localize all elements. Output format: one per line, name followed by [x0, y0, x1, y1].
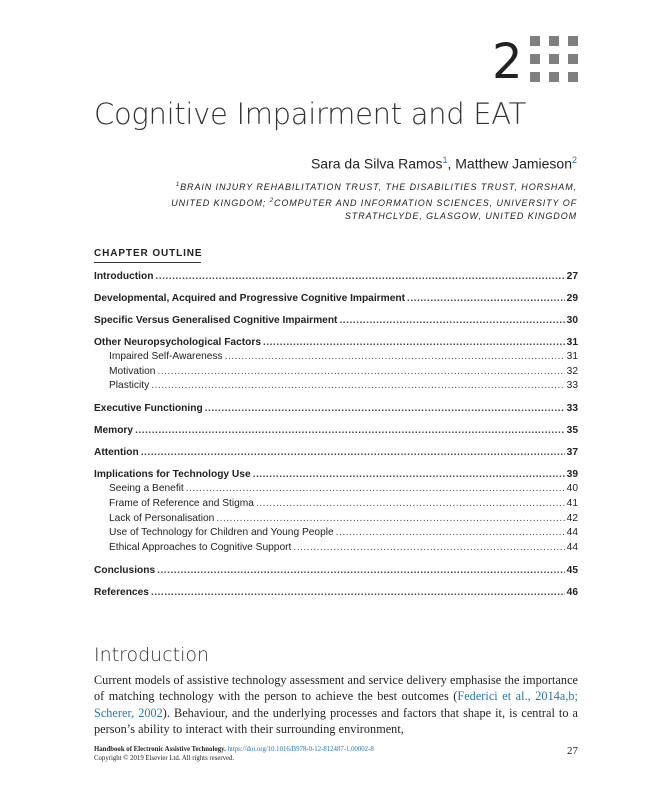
- toc-entry-label: Impaired Self-Awareness: [109, 351, 223, 362]
- author-name: Matthew Jamieson: [455, 155, 572, 172]
- toc-entry-page: 44: [566, 527, 578, 539]
- toc-entry-page: 45: [566, 564, 578, 576]
- toc-entry[interactable]: [94, 446, 578, 460]
- toc-entry-page: 46: [566, 586, 578, 598]
- toc-entry-label: Executive Functioning: [94, 403, 203, 415]
- citation-link[interactable]: Federici et al., 2014a,b; Scherer, 2002: [94, 689, 578, 720]
- toc-entry-label: Use of Technology for Children and Young People: [109, 527, 334, 539]
- chapter-title: Cognitive Impairment and EAT: [94, 97, 526, 131]
- toc-entry-label: Motivation: [109, 365, 156, 377]
- paragraph-text: Current models of assistive technology assessment and service delivery emphasise the importance of matching technology with the person to achieve the best outcomes (: [94, 673, 578, 704]
- toc-entry-page: 44: [566, 541, 578, 553]
- toc-entry-page: 30: [566, 315, 578, 326]
- toc-dot-leader: [135, 424, 565, 438]
- toc-entry-label: Implications for Technology Use: [94, 469, 251, 481]
- chapter-number: 2: [492, 34, 523, 90]
- doi-link[interactable]: https://doi.org/10.1016/B978-0-12-812487-1.00002-8: [227, 746, 374, 753]
- author-affiliation-link[interactable]: 2: [571, 155, 577, 165]
- toc-entry[interactable]: [94, 468, 578, 482]
- affiliation-marker: 1: [175, 182, 181, 188]
- toc-dot-leader: [155, 270, 564, 284]
- intro-paragraph: [94, 672, 578, 737]
- toc-dot-leader: [186, 482, 565, 497]
- author-name: Sara da Silva Ramos: [310, 155, 443, 172]
- toc-entry[interactable]: [94, 424, 578, 438]
- toc-entry-label: Plasticity: [109, 380, 150, 392]
- toc-entry-label: Specific Versus Generalised Cognitive Impairment: [94, 315, 338, 326]
- toc-entry-page: 40: [566, 483, 578, 495]
- affiliations: [147, 179, 577, 224]
- section-heading: Introduction: [94, 644, 210, 666]
- toc-entry[interactable]: [94, 482, 578, 497]
- toc-dot-leader: [225, 350, 565, 365]
- toc-entry[interactable]: [94, 379, 578, 394]
- toc-dot-leader: [336, 526, 565, 541]
- toc-entry-label: Attention: [94, 447, 139, 459]
- book-title: Handbook of Electronic Assistive Technology.: [94, 746, 226, 753]
- toc-entry-label: Frame of Reference and Stigma: [109, 497, 254, 509]
- toc-entry-page: 42: [566, 512, 578, 524]
- toc-entry[interactable]: [94, 270, 578, 284]
- toc-entry[interactable]: [94, 336, 578, 350]
- toc-entry[interactable]: [94, 314, 578, 328]
- outline-divider: [94, 262, 201, 263]
- affiliation-text: BRAIN INJURY REHABILITATION TRUST, THE DISABILITIES TRUST, HORSHAM, UNITED KINGDOM;: [171, 182, 577, 208]
- toc-entry[interactable]: [94, 365, 578, 380]
- table-of-contents: [94, 270, 578, 600]
- toc-entry[interactable]: [94, 292, 578, 306]
- author-separator: ,: [447, 155, 452, 172]
- toc-dot-leader: [151, 379, 564, 394]
- author-line: [311, 155, 577, 172]
- toc-entry-page: 29: [566, 293, 578, 304]
- toc-entry[interactable]: [94, 586, 578, 600]
- toc-dot-leader: [293, 541, 564, 556]
- toc-entry[interactable]: [94, 541, 578, 556]
- toc-entry[interactable]: [94, 402, 578, 416]
- toc-dot-leader: [263, 336, 565, 350]
- page-number: 27: [567, 745, 578, 757]
- toc-entry-page: 39: [566, 469, 578, 481]
- toc-entry-page: 33: [566, 380, 578, 392]
- toc-entry-label: Memory: [94, 425, 134, 437]
- toc-entry-page: 35: [566, 425, 578, 437]
- toc-entry-page: 33: [566, 403, 578, 415]
- copyright-text: Copyright © 2019 Elsevier Ltd. All rights reserved.: [94, 755, 235, 762]
- toc-entry-page: 32: [566, 365, 578, 377]
- toc-entry-label: Other Neuropsychological Factors: [94, 337, 261, 348]
- toc-entry-label: Seeing a Benefit: [109, 483, 184, 495]
- toc-entry-label: Ethical Approaches to Cognitive Support: [109, 541, 292, 553]
- toc-dot-leader: [216, 512, 564, 527]
- toc-entry-label: Lack of Personalisation: [109, 512, 215, 524]
- chapter-grid-decoration: [530, 36, 578, 82]
- toc-dot-leader: [141, 446, 565, 460]
- toc-entry-label: Developmental, Acquired and Progressive Cognitive Impairment: [94, 293, 405, 304]
- toc-entry-page: 31: [566, 337, 578, 348]
- toc-dot-leader: [151, 586, 565, 600]
- toc-dot-leader: [256, 497, 565, 512]
- toc-entry[interactable]: [94, 512, 578, 527]
- toc-dot-leader: [157, 564, 565, 578]
- toc-entry[interactable]: [94, 497, 578, 512]
- toc-dot-leader: [339, 314, 564, 328]
- page-footer: [94, 745, 578, 763]
- affiliation-marker: 2: [269, 197, 274, 204]
- toc-entry-page: 31: [566, 351, 578, 362]
- toc-entry-label: References: [94, 586, 149, 598]
- toc-entry[interactable]: [94, 350, 578, 365]
- toc-entry-label: Introduction: [94, 271, 154, 282]
- toc-dot-leader: [205, 402, 565, 416]
- toc-dot-leader: [253, 468, 565, 482]
- toc-entry[interactable]: [94, 526, 578, 541]
- chapter-outline-heading: CHAPTER OUTLINE: [94, 248, 203, 259]
- paragraph-text: ). Behaviour, and the underlying processes and factors that shape it, is central to a person’s ability to interact with their surrounding environment,: [94, 705, 578, 736]
- toc-entry-page: 41: [566, 497, 578, 509]
- toc-dot-leader: [407, 292, 565, 306]
- toc-entry-page: 27: [566, 271, 578, 282]
- author-affiliation-link[interactable]: 1: [442, 155, 448, 165]
- toc-entry-page: 37: [566, 447, 578, 459]
- toc-entry[interactable]: [94, 564, 578, 578]
- toc-entry-label: Conclusions: [94, 564, 156, 576]
- toc-dot-leader: [157, 365, 564, 380]
- affiliation-text: COMPUTER AND INFORMATION SCIENCES, UNIVERSITY OF STRATHCLYDE, GLASGOW, UNITED KINGDOM: [273, 197, 577, 221]
